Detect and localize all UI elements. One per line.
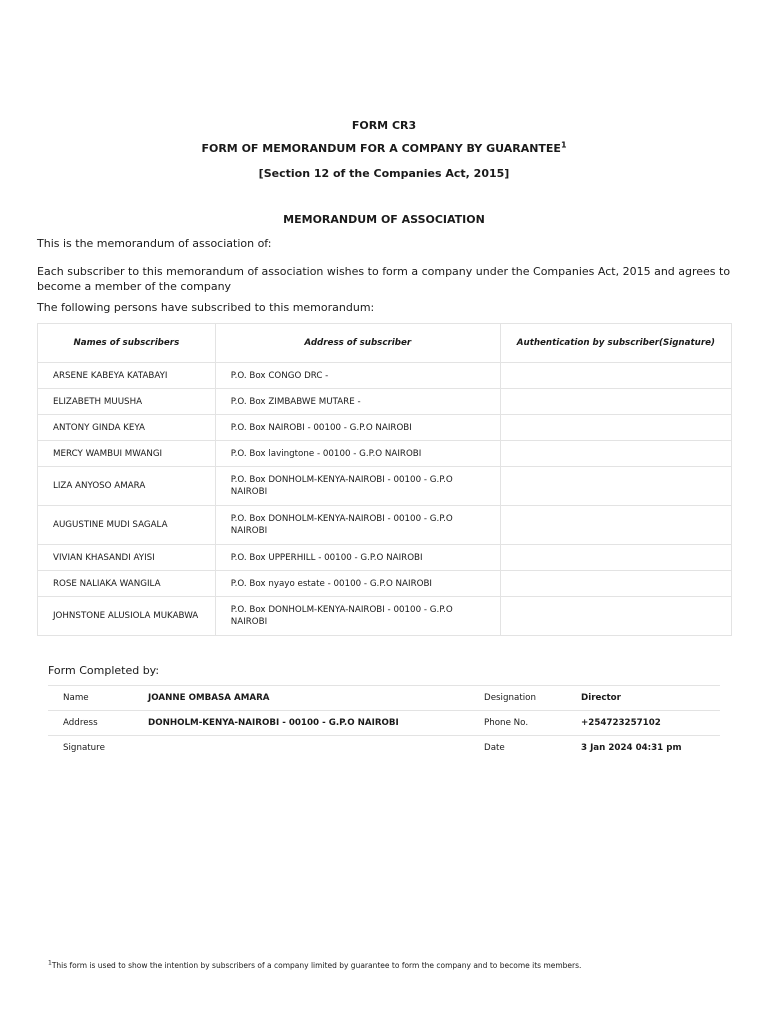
header-signature: Authentication by subscriber(Signature) <box>500 324 731 363</box>
subscriber-name: ARSENE KABEYA KATABAYI <box>38 363 216 389</box>
subscriber-name: MERCY WAMBUI MWANGI <box>38 441 216 467</box>
subscriber-address: P.O. Box DONHOLM-KENYA-NAIROBI - 00100 - G.P.O NAIROBI <box>215 467 500 506</box>
designation-label: Designation <box>484 686 581 711</box>
subscriber-name: ELIZABETH MUUSHA <box>38 389 216 415</box>
footnote <box>48 961 581 970</box>
date-value: 3 Jan 2024 04:31 pm <box>581 736 720 761</box>
subscriber-address: P.O. Box UPPERHILL - 00100 - G.P.O NAIROBI <box>215 545 500 571</box>
subscriber-signature <box>500 506 731 545</box>
designation-value: Director <box>581 686 720 711</box>
title-footnote-mark: 1 <box>560 140 567 150</box>
subscriber-signature <box>500 571 731 597</box>
date-label: Date <box>484 736 581 761</box>
table-row <box>38 363 732 389</box>
intro-line-2: Each subscriber to this memorandum of association wishes to form a company under the Companies Act, 2015 and agrees to become a member of the company <box>37 265 731 293</box>
subscriber-signature <box>500 389 731 415</box>
form-title <box>0 142 768 155</box>
subscriber-signature <box>500 415 731 441</box>
table-row <box>38 597 732 636</box>
completed-by-table <box>48 685 720 760</box>
name-label: Name <box>48 686 148 711</box>
section-reference: [Section 12 of the Companies Act, 2015] <box>258 167 510 180</box>
completed-row-name <box>48 686 720 711</box>
subscribers-table <box>37 323 732 636</box>
subscribers-header-row <box>38 324 732 363</box>
subscriber-name: AUGUSTINE MUDI SAGALA <box>38 506 216 545</box>
completed-row-signature <box>48 736 720 761</box>
phone-value: +254723257102 <box>581 711 720 736</box>
table-row <box>38 545 732 571</box>
header-address: Address of subscriber <box>215 324 500 363</box>
subscriber-name: ANTONY GINDA KEYA <box>38 415 216 441</box>
subscriber-name: JOHNSTONE ALUSIOLA MUKABWA <box>38 597 216 636</box>
subscriber-address: P.O. Box DONHOLM-KENYA-NAIROBI - 00100 - G.P.O NAIROBI <box>215 597 500 636</box>
phone-label: Phone No. <box>484 711 581 736</box>
address-value: DONHOLM-KENYA-NAIROBI - 00100 - G.P.O NAIROBI <box>148 711 484 736</box>
footnote-mark: 1 <box>48 959 52 967</box>
header-names: Names of subscribers <box>38 324 216 363</box>
intro-line-3: The following persons have subscribed to this memorandum: <box>37 301 375 314</box>
completed-row-address <box>48 711 720 736</box>
intro-line-1: This is the memorandum of association of: <box>37 237 272 250</box>
subscriber-signature <box>500 467 731 506</box>
form-completed-label: Form Completed by: <box>48 664 160 677</box>
signature-value <box>148 736 484 761</box>
form-title-text: FORM OF MEMORANDUM FOR A COMPANY BY GUARANTEE <box>201 142 561 155</box>
table-row <box>38 415 732 441</box>
subscriber-address: P.O. Box CONGO DRC - <box>215 363 500 389</box>
subscriber-signature <box>500 597 731 636</box>
subscriber-address: P.O. Box lavingtone - 00100 - G.P.O NAIROBI <box>215 441 500 467</box>
subscriber-signature <box>500 441 731 467</box>
subscriber-name: LIZA ANYOSO AMARA <box>38 467 216 506</box>
memorandum-heading: MEMORANDUM OF ASSOCIATION <box>283 213 485 226</box>
form-id: FORM CR3 <box>351 119 417 132</box>
table-row <box>38 389 732 415</box>
subscriber-address: P.O. Box nyayo estate - 00100 - G.P.O NAIROBI <box>215 571 500 597</box>
table-row <box>38 571 732 597</box>
footnote-text: This form is used to show the intention by subscribers of a company limited by guarantee to form the company and to become its members. <box>51 961 582 970</box>
name-value: JOANNE OMBASA AMARA <box>148 686 484 711</box>
subscriber-address: P.O. Box DONHOLM-KENYA-NAIROBI - 00100 - G.P.O NAIROBI <box>215 506 500 545</box>
table-row <box>38 506 732 545</box>
table-row <box>38 441 732 467</box>
subscriber-name: VIVIAN KHASANDI AYISI <box>38 545 216 571</box>
signature-label: Signature <box>48 736 148 761</box>
subscriber-address: P.O. Box ZIMBABWE MUTARE - <box>215 389 500 415</box>
subscriber-signature <box>500 363 731 389</box>
subscriber-signature <box>500 545 731 571</box>
address-label: Address <box>48 711 148 736</box>
table-row <box>38 467 732 506</box>
subscriber-address: P.O. Box NAIROBI - 00100 - G.P.O NAIROBI <box>215 415 500 441</box>
subscriber-name: ROSE NALIAKA WANGILA <box>38 571 216 597</box>
